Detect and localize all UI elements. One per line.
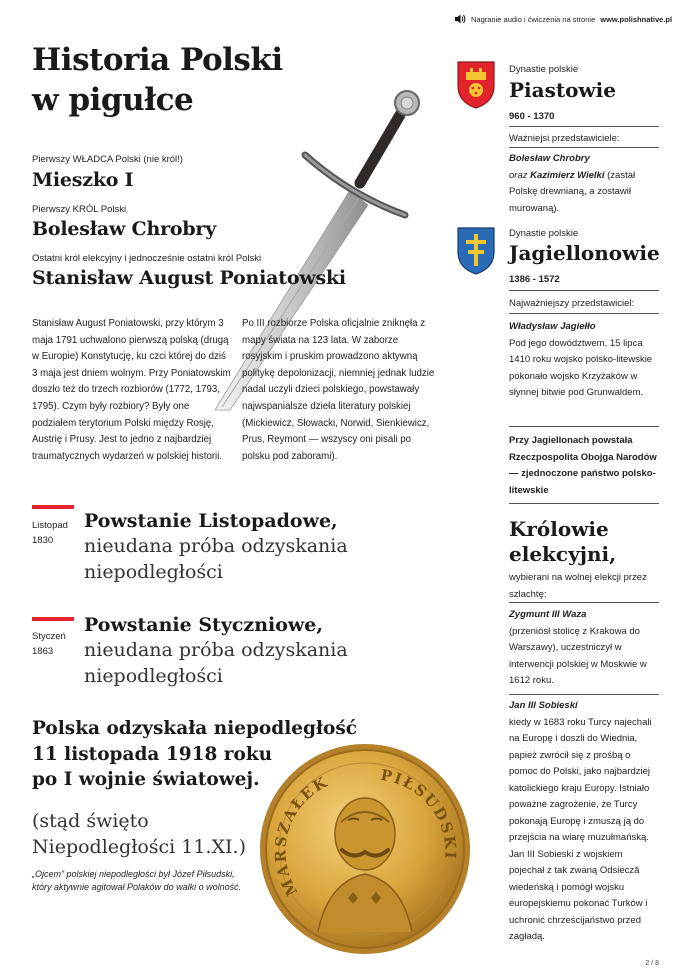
jagiellon-years: 1386 - 1572 xyxy=(509,274,560,285)
uprising-2-sub-2: niepodległości xyxy=(84,665,223,687)
independence-line-1: Polska odzyskała niepodległość xyxy=(32,718,358,739)
coin-text-left: MARSZAŁEK xyxy=(271,772,332,899)
independence-note xyxy=(32,808,272,860)
divider xyxy=(509,290,659,291)
uprising-2 xyxy=(84,613,384,689)
piast-label: Dynastie polskie xyxy=(509,64,579,75)
coin-text-right: PIŁSUDSKI xyxy=(379,765,460,862)
divider xyxy=(509,694,659,695)
divider xyxy=(509,126,659,127)
piast-title: Piastowie xyxy=(509,78,616,102)
piast-rep-1: Bolesław Chrobry xyxy=(509,153,590,164)
piast-rep-label: Ważniejsi przedstawiciele: xyxy=(509,133,620,144)
piast-rep-oraz: oraz xyxy=(509,169,528,181)
ruler-1-name: Mieszko I xyxy=(32,169,134,191)
independence-line-2: 11 listopada 1918 roku xyxy=(32,743,273,765)
king-2-text: kiedy w 1683 roku Turcy najechali na Europę i doszli do Wiednia, papież zwrócił się z prośbą o pomoc do Polski, jako najbardziej katolickiego kraju Europy. Istniało poważne zagrożenie, że Turcy pokonają Europę i zmuszą ją do przejścia na wiarę muzułmańską. Jan III Sobieski z wojskiem pojechał z tak zwaną Odsiecză wiedeńską i pomógł wojsku europejskiemu pokonać Turków i uchronić chrześcijaństwo przed zagładą. xyxy=(509,716,652,942)
jagiellon-rep-text: Pod jego dowództwem, 15 lipca 1410 roku wojsko polsko-litewskie pokonało wojsko Krzyżaków w słynnej bitwie pod Grunwaldem. xyxy=(509,337,653,398)
divider xyxy=(509,602,659,603)
body-column-1: Stanisław August Poniatowski, przy którym 3 maja 1791 uchwalono pierwszą polską (drugą w Europie) Konstytucję, ku czci której do dziś 3 maja jest dniem wolnym. Przy Poniatowskim doszło też do trzech rozbiorów (1772, 1793, 1795). Czym były rozbiory? Były one podziałem terytorium Polski między Rosję, Austrię i Prusy. Jest to jedno z najbardziej traumatycznych wydarzeń w polskiej historii. xyxy=(32,318,231,462)
red-accent-bar xyxy=(32,617,74,621)
audio-note xyxy=(455,14,672,24)
elective-king-2 xyxy=(509,698,659,946)
speaker-icon xyxy=(455,14,466,24)
uprising-1-sub-1: nieudana próba odzyskania xyxy=(84,535,348,557)
divider xyxy=(509,147,659,148)
uprising-2-title: Powstanie Styczniowe, xyxy=(84,614,323,636)
pilsudski-quote: „Ojcem” polskiej niepodległości był Józef Piłsudski, który aktywnie agitował Polaków do walki o wolność. xyxy=(32,869,242,892)
elective-heading xyxy=(509,517,659,567)
ruler-3-name: Stanisław August Poniatowski xyxy=(32,267,346,289)
king-1-name: Zygmunt III Waza xyxy=(509,609,587,620)
uprising-2-month: Styczeń xyxy=(32,631,66,642)
piast-years: 960 - 1370 xyxy=(509,111,555,122)
page-title xyxy=(32,40,342,120)
uprising-1-title: Powstanie Listopadowe, xyxy=(84,510,338,532)
uprising-2-year: 1863 xyxy=(32,646,54,657)
king-1-text: (przeniósł stolicę z Krakowa do Warszawy), uczestniczył w interwencji polskiej w Moskwie w 1612 roku. xyxy=(509,625,647,686)
independence-note-1: (stąd święto xyxy=(32,810,149,832)
divider xyxy=(509,426,659,427)
ruler-2-name: Bolesław Chrobry xyxy=(32,218,217,240)
title-line-1: Historia Polski xyxy=(32,42,283,78)
ruler-2-label: Pierwszy KRÓL Polski xyxy=(32,204,127,215)
uprising-1-month: Listopad xyxy=(32,520,68,531)
king-2-name: Jan III Sobieski xyxy=(509,700,578,711)
uprising-1-year: 1830 xyxy=(32,535,54,546)
uprising-1 xyxy=(84,509,384,585)
elective-title-1: Królowie xyxy=(509,517,609,541)
uprising-1-date xyxy=(32,518,68,548)
piast-rep-text: (zastał Polskę drewnianą, a zostawił murowaną). xyxy=(509,169,636,214)
jagiellon-rep: Władysław Jagiełło xyxy=(509,321,596,332)
elective-desc: wybierani na wolnej elekcji przez szlachtę: xyxy=(509,572,647,600)
elective-king-1 xyxy=(509,607,659,690)
divider xyxy=(509,503,659,504)
independence-note-2: Niepodległości 11.XI.) xyxy=(32,836,247,858)
piast-coat-of-arms-icon xyxy=(456,60,496,110)
jagiellon-representative xyxy=(509,319,659,402)
uprising-2-sub-1: nieudana próba odzyskania xyxy=(84,639,348,661)
jagiellon-rep-label: Najważniejszy przedstawiciel: xyxy=(509,298,635,309)
piast-representatives xyxy=(509,151,659,217)
ruler-1-label: Pierwszy WŁADCA Polski (nie król!) xyxy=(32,154,183,165)
audio-site-link[interactable]: www.polishnative.pl xyxy=(600,14,673,24)
page-number: 2 / 8 xyxy=(645,960,659,967)
divider xyxy=(509,313,659,314)
elective-title-2: elekcyjni, xyxy=(509,542,617,566)
uprising-2-date xyxy=(32,629,66,659)
title-line-2: w pigułce xyxy=(32,82,194,118)
body-column-2: Po III rozbiorze Polska oficjalnie zniknęła z mapy świata na 123 lata. W zaborze rosyjskim i pruskim prowadzono aktywną politykę depolonizacji, niemniej jednak ludzie nadal uczyli dzieci polskiego, powstawały najwspanialsze dzieła literatury polskiej (Mickiewicz, Słowacki, Norwid, Sienkiewicz, Prus, Reymont — wszyscy oni pisali po polsku pod zaborami). xyxy=(242,318,435,462)
pilsudski-coin xyxy=(258,742,473,957)
audio-text: Nagranie audio i ćwiczenia na stronie xyxy=(471,14,596,24)
jagiellon-coat-of-arms-icon xyxy=(456,226,496,276)
jagiellon-union: Przy Jagiellonach powstała Rzeczpospolita Obojga Narodów — zjednoczone państwo polsko-litewskie xyxy=(509,435,657,496)
independence-line-3: po I wojnie światowej. xyxy=(32,769,260,790)
ruler-3-label: Ostatni król elekcyjny i jednocześnie ostatni król Polski xyxy=(32,253,262,264)
uprising-1-sub-2: niepodległości xyxy=(84,561,223,583)
jagiellon-label: Dynastie polskie xyxy=(509,228,579,239)
piast-rep-2: Kazimierz Wielki xyxy=(530,169,605,181)
jagiellon-title: Jagiellonowie xyxy=(509,241,660,265)
red-accent-bar xyxy=(32,505,74,509)
